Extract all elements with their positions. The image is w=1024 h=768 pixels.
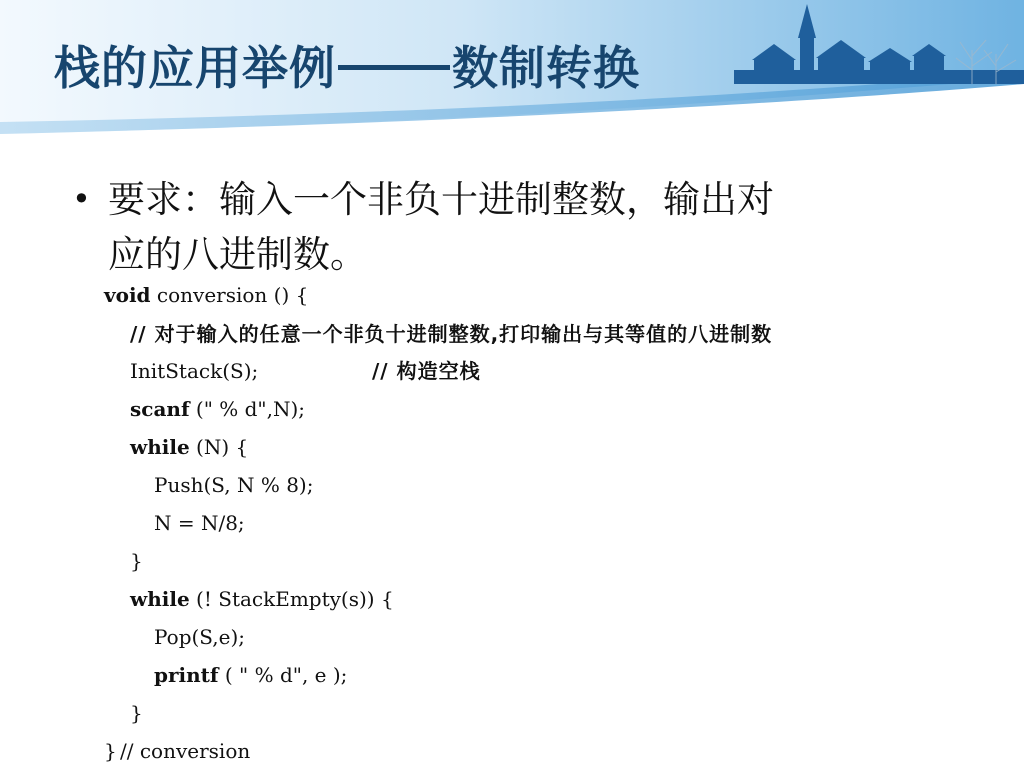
code-line-3-comment: // 构造空栈 xyxy=(372,359,481,383)
code-keyword: while xyxy=(130,587,190,611)
code-text: } xyxy=(104,739,117,763)
code-line-11 xyxy=(154,660,347,690)
bullet-line-1: 要求：输入一个非负十进制整数，输出对 xyxy=(108,178,774,221)
code-text: InitStack(S); xyxy=(130,359,259,383)
code-line-2-comment: // 对于输入的任意一个非负十进制整数,打印输出与其等值的八进制数 xyxy=(130,322,773,346)
code-text: (! StackEmpty(s)) { xyxy=(189,587,394,611)
code-text: conversion () { xyxy=(150,283,309,307)
town-silhouette xyxy=(734,0,1024,90)
code-text: (N) { xyxy=(189,435,249,459)
slide-title xyxy=(54,36,640,100)
code-line-4 xyxy=(130,394,305,424)
bullet-line-2: 应的八进制数。 xyxy=(108,233,367,276)
code-line-10: Pop(S,e); xyxy=(154,625,246,649)
code-line-7: N = N/8; xyxy=(154,511,245,535)
code-line-1 xyxy=(104,280,308,310)
title-dash xyxy=(338,65,450,70)
code-keyword: while xyxy=(130,435,190,459)
code-line-12: } xyxy=(130,701,143,725)
bullet-text xyxy=(108,172,948,282)
bullet-icon: • xyxy=(72,180,91,218)
title-text-part1: 栈的应用举例 xyxy=(54,41,336,95)
code-text: ( " % d", e ); xyxy=(218,663,348,687)
code-keyword: printf xyxy=(154,663,219,687)
code-text: (" % d",N); xyxy=(189,397,306,421)
title-text-part2: 数制转换 xyxy=(452,41,640,95)
code-line-9 xyxy=(130,584,394,614)
code-keyword: void xyxy=(104,283,151,307)
code-line-3 xyxy=(130,356,258,386)
code-line-13 xyxy=(104,736,117,766)
code-line-5 xyxy=(130,432,248,462)
code-keyword: scanf xyxy=(130,397,190,421)
code-line-8: } xyxy=(130,549,143,573)
code-line-13-comment: // conversion xyxy=(120,739,251,763)
code-line-6: Push(S, N % 8); xyxy=(154,473,314,497)
